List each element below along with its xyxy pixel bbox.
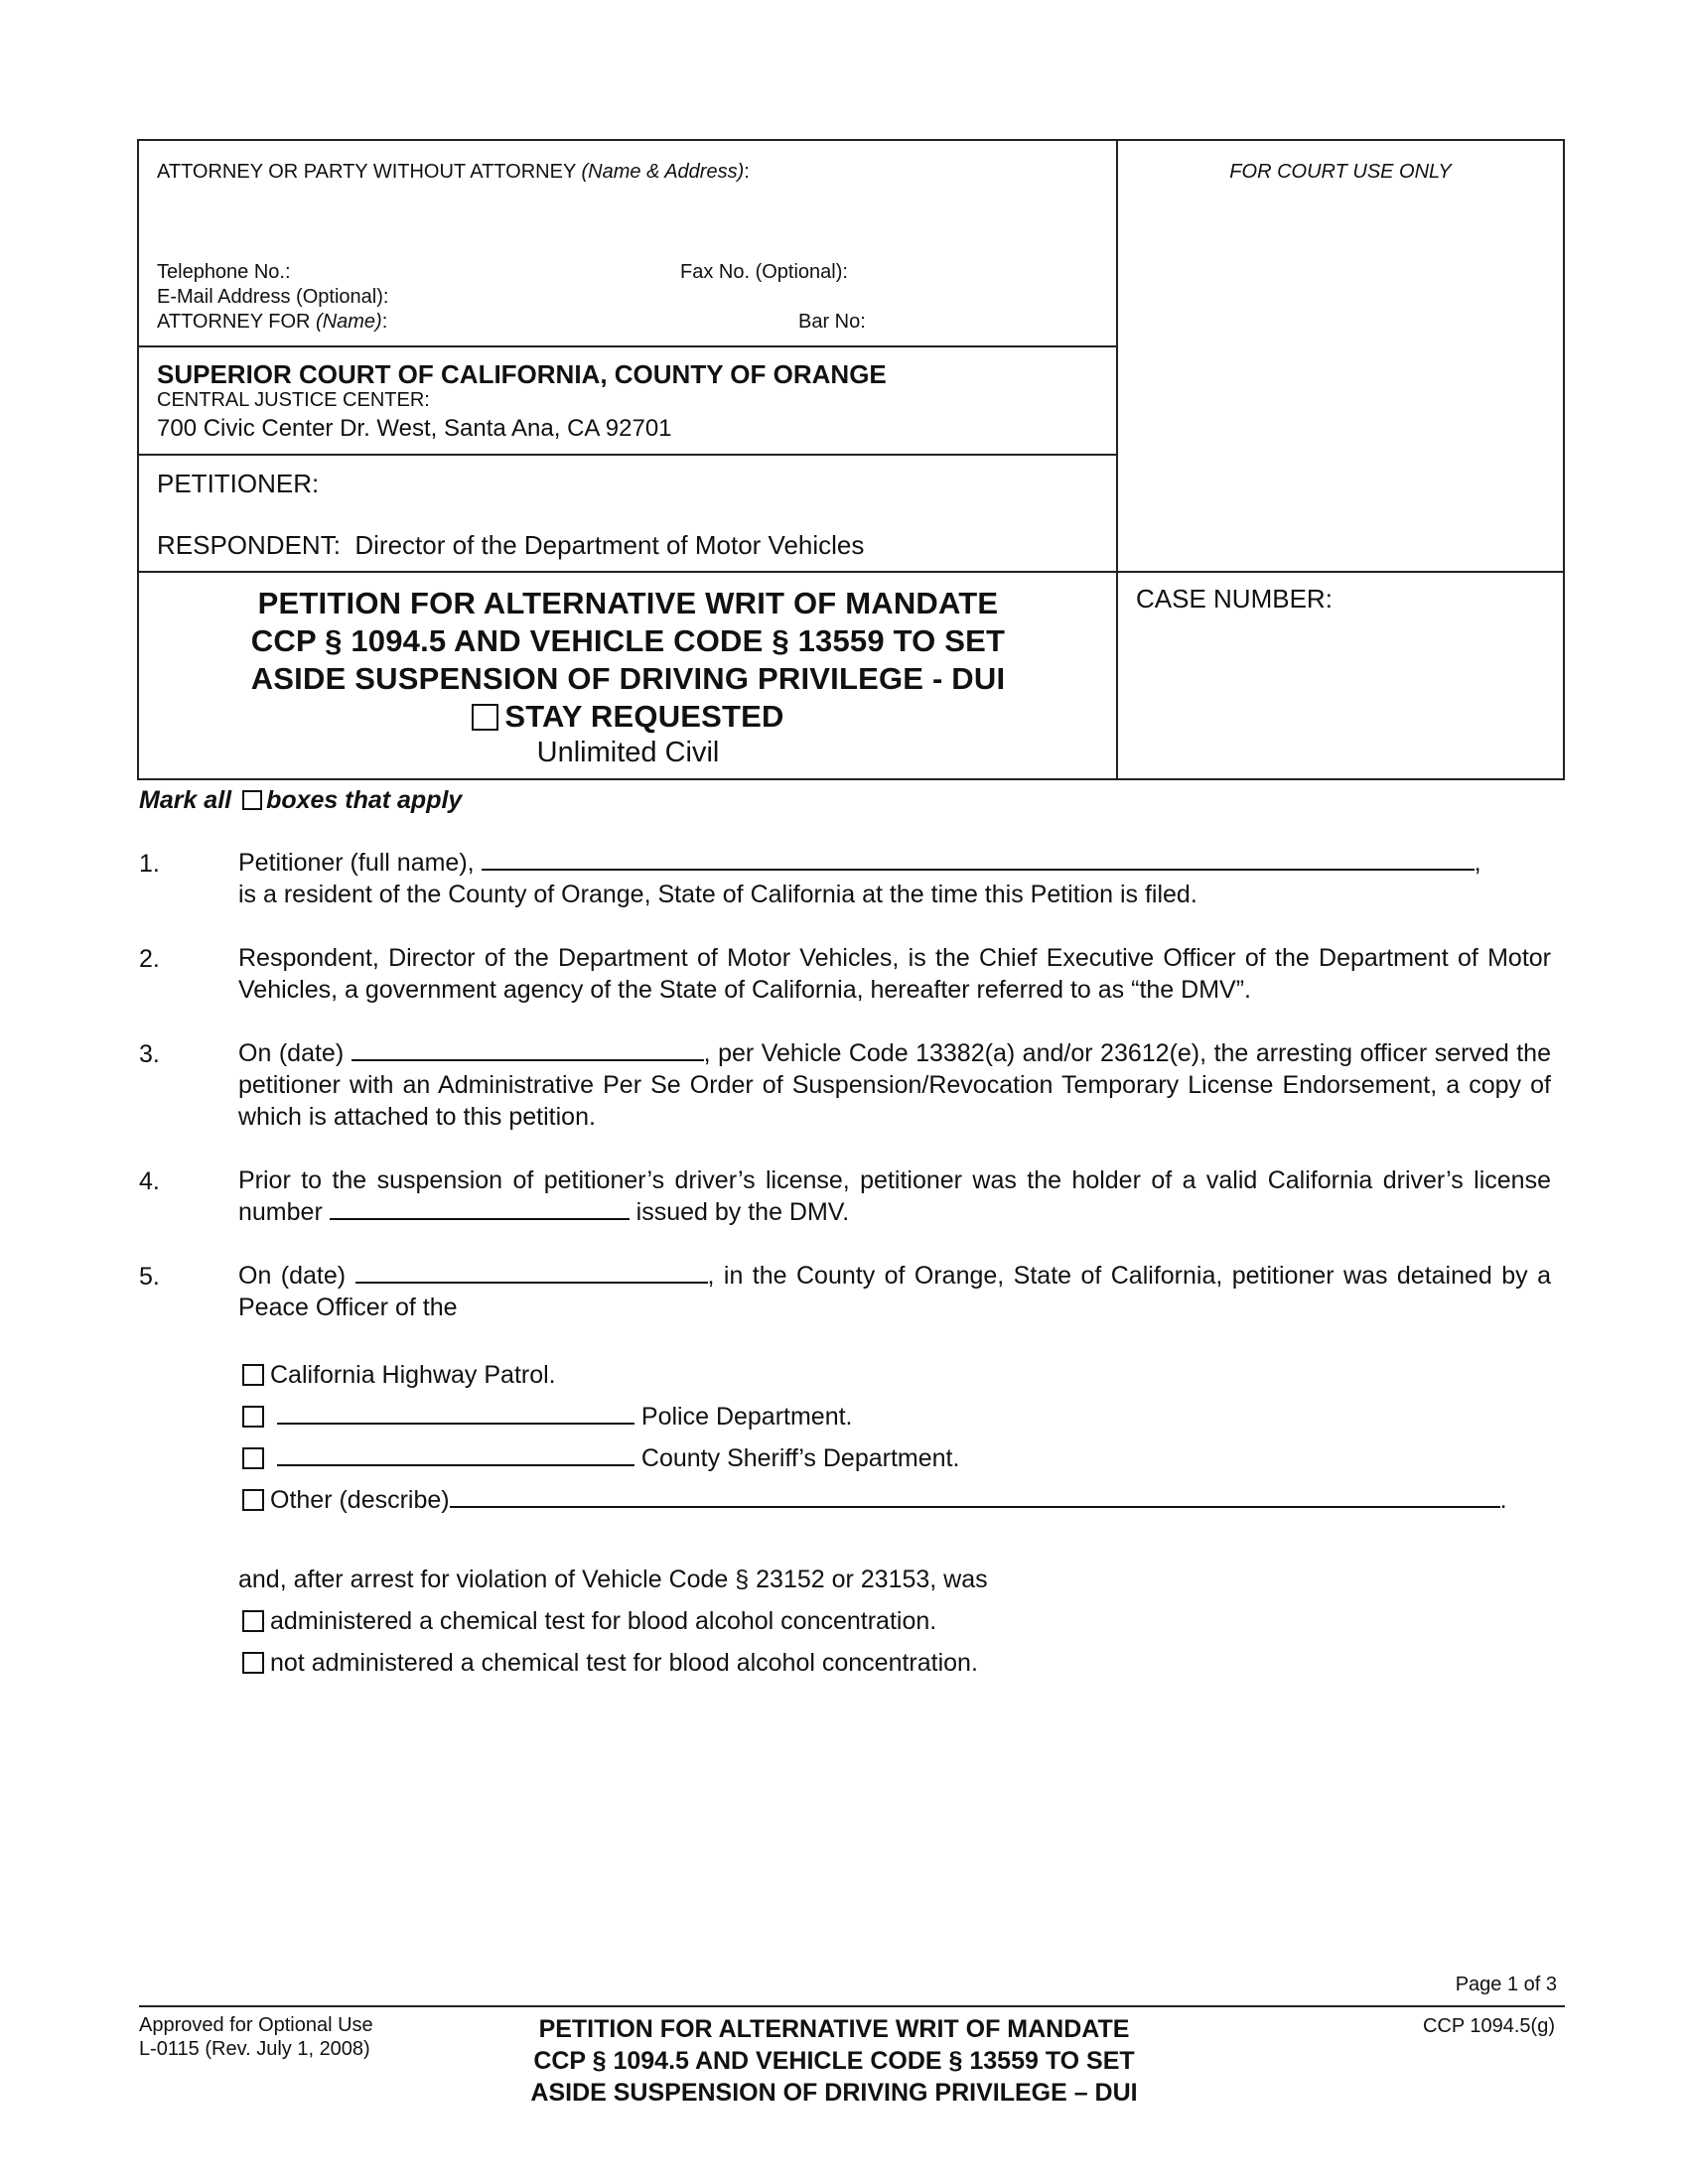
bar-number-label: Bar No: — [798, 311, 866, 333]
arrest-intro: and, after arrest for violation of Vehicle Code § 23152 or 23153, was — [238, 1566, 988, 1593]
footer-approval: Approved for Optional Use L-0115 (Rev. July 1, 2008) — [139, 2014, 373, 2060]
item-3-number: 3. — [139, 1040, 160, 1068]
court-address: 700 Civic Center Dr. West, Santa Ana, CA 92701 — [157, 415, 672, 442]
fax-label: Fax No. (Optional): — [680, 261, 848, 283]
item-1-number: 1. — [139, 850, 160, 878]
police-checkbox[interactable] — [242, 1406, 264, 1428]
item-4: Prior to the suspension of petitioner’s driver’s license, petitioner was the holder of a valid California driver’s license number issued by the DMV. — [238, 1166, 1551, 1226]
email-label: E-Mail Address (Optional): — [157, 286, 389, 308]
stay-requested-row: STAY REQUESTED — [139, 699, 1117, 735]
court-center: CENTRAL JUSTICE CENTER: — [157, 389, 430, 411]
footer-title: PETITION FOR ALTERNATIVE WRIT OF MANDATE CCP § 1094.5 AND VEHICLE CODE § 13559 TO SET ASIDE SUSPENSION OF DRIVING PRIVILEGE – DUI — [530, 2015, 1138, 2107]
petitioner-label: PETITIONER: — [157, 469, 320, 498]
not-administered-row: not administered a chemical test for blood alcohol concentration. — [242, 1647, 978, 1679]
stay-requested-checkbox[interactable] — [472, 704, 498, 731]
agency-police-row: Police Department. — [242, 1401, 853, 1433]
footer-code: CCP 1094.5(g) — [1422, 2015, 1555, 2037]
court-name: SUPERIOR COURT OF CALIFORNIA, COUNTY OF ORANGE — [157, 359, 887, 389]
agency-other-row: Other (describe) . — [242, 1484, 1507, 1516]
caption-title-line-1: PETITION FOR ALTERNATIVE WRIT OF MANDATE — [257, 586, 999, 620]
item-1: Petitioner (full name), , is a resident of the County of Orange, State of California at the time this Petition is filed. — [238, 849, 1481, 908]
respondent-row: RESPONDENT: Director of the Department of Motor Vehicles — [157, 530, 865, 560]
item-5-number: 5. — [139, 1263, 160, 1291]
page-number: Page 1 of 3 — [1455, 1974, 1557, 1995]
other-agency-checkbox[interactable] — [242, 1489, 264, 1511]
administered-row: administered a chemical test for blood alcohol concentration. — [242, 1605, 936, 1637]
attorney-for-label: ATTORNEY FOR (Name): — [157, 311, 388, 333]
item-2: Respondent, Director of the Department of Motor Vehicles, is the Chief Executive Officer of the Department of Motor Vehicles, a government agency of the State of California, hereafter referred to as “the DMV”. — [238, 944, 1551, 1004]
telephone-label: Telephone No.: — [157, 261, 291, 283]
case-type: Unlimited Civil — [536, 737, 720, 768]
administered-checkbox[interactable] — [242, 1610, 264, 1632]
caption-box — [137, 139, 1565, 780]
detention-date-field[interactable] — [355, 1262, 708, 1284]
item-3: On (date) , per Vehicle Code 13382(a) and/or 23612(e), the arresting officer served the petitioner with an Administrative Per Se Order of Suspension/Revocation Temporary License Endorsement, a copy of which is attached to this petition. — [238, 1039, 1551, 1131]
sample-checkbox-icon — [242, 790, 262, 810]
other-agency-field[interactable] — [450, 1486, 1500, 1508]
caption-title-line-2: CCP § 1094.5 AND VEHICLE CODE § 13559 TO SET — [250, 623, 1006, 658]
agency-chp-row: California Highway Patrol. — [242, 1359, 556, 1391]
item-2-number: 2. — [139, 945, 160, 973]
attorney-label: ATTORNEY OR PARTY WITHOUT ATTORNEY (Name & Address): — [157, 161, 750, 183]
caption-title-line-3: ASIDE SUSPENSION OF DRIVING PRIVILEGE - DUI — [250, 661, 1006, 696]
footer-divider — [139, 2005, 1565, 2007]
court-use-label: FOR COURT USE ONLY — [1229, 161, 1452, 183]
sheriff-checkbox[interactable] — [242, 1447, 264, 1469]
license-number-field[interactable] — [330, 1198, 630, 1220]
police-department-field[interactable] — [277, 1403, 634, 1425]
sheriff-county-field[interactable] — [277, 1444, 634, 1466]
item-4-number: 4. — [139, 1167, 160, 1195]
item-5: On (date) , in the County of Orange, State of California, petitioner was detained by a Peace Officer of the — [238, 1262, 1551, 1321]
instruction-line: Mark all boxes that apply — [139, 786, 463, 814]
agency-sheriff-row: County Sheriff’s Department. — [242, 1442, 959, 1474]
chp-checkbox[interactable] — [242, 1364, 264, 1386]
petitioner-name-field[interactable] — [482, 849, 1475, 871]
service-date-field[interactable] — [352, 1039, 704, 1061]
not-administered-checkbox[interactable] — [242, 1652, 264, 1674]
case-number-label: CASE NUMBER: — [1136, 584, 1333, 614]
